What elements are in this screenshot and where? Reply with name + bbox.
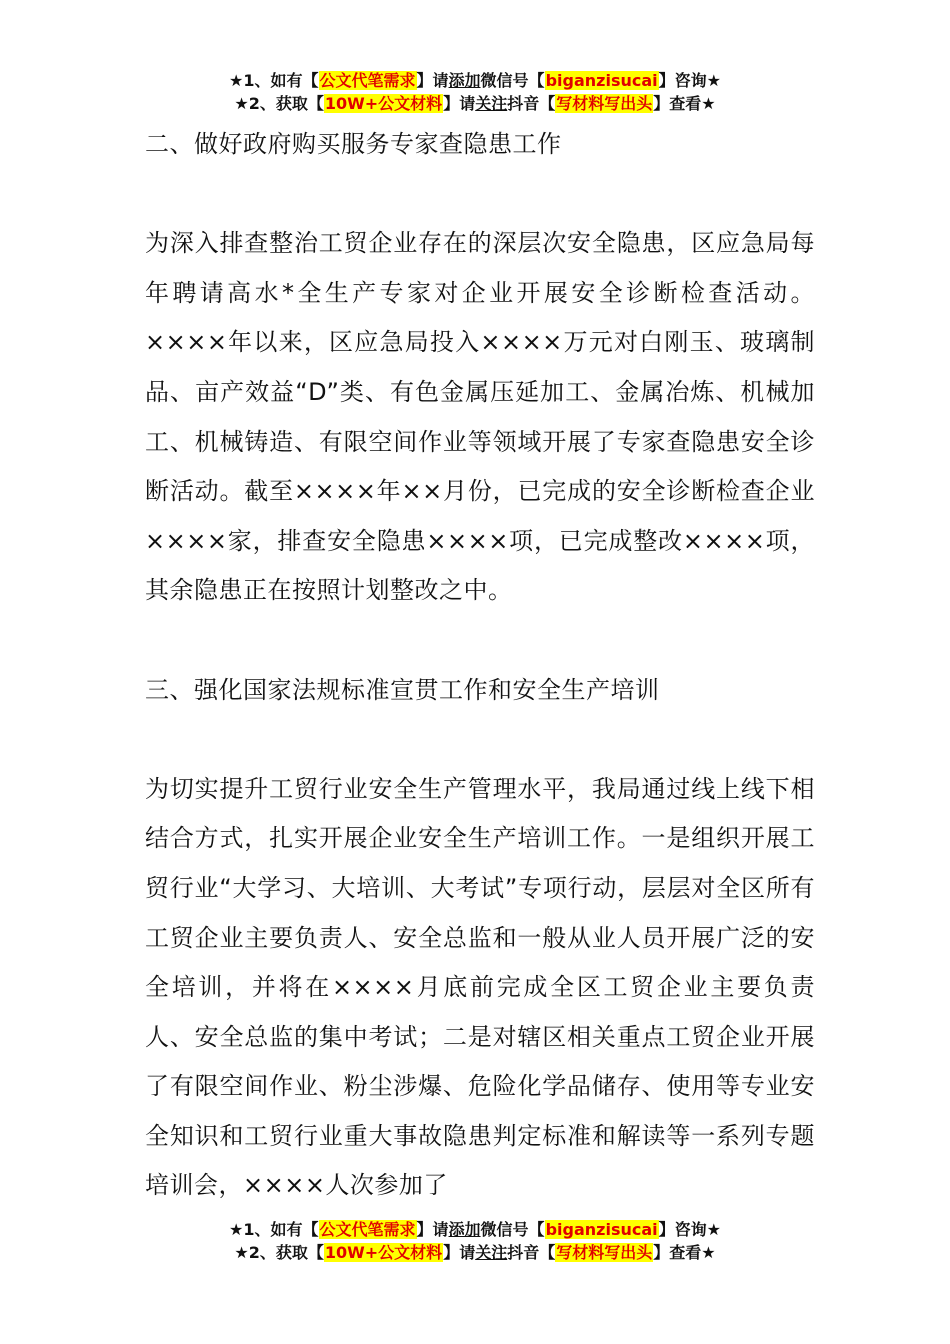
banner-text: 】请 [416,1220,449,1239]
banner-text: 】请 [443,1243,476,1262]
banner-text: 】查看★ [653,94,716,113]
emphasis-text: 添加 [448,71,481,90]
wechat-id: biganzisucai [545,71,658,90]
highlight-text: 公文代笔需求 [319,71,416,90]
douyin-account: 写材料写出头 [556,1243,653,1262]
highlight-text: 10W+公文材料 [324,1243,443,1262]
document-body [145,120,815,1211]
paragraph-2: 为切实提升工贸行业安全生产管理水平，我局通过线上线下相结合方式，扎实开展企业安全生产培训工作。一是组织开展工贸行业“大学习、大培训、大考试”专项行动，层层对全区所有工贸企业主要负责人、安全总监和一般从业人员开展广泛的安全培训，并将在××××月底前完成全区工贸企业主要负责人、安全总监的集中考试；二是对辖区相关重点工贸企业开展了有限空间作业、粉尘涉爆、危险化学品储存、使用等专业安全知识和工贸行业重大事故隐患判定标准和解读等一系列专题培训会，××××人次参加了 [145,774,815,1200]
emphasis-text: 关注 [475,94,508,113]
banner-line-1 [0,1218,950,1241]
emphasis-text: 添加 [448,1220,481,1239]
banner-line-1 [0,69,950,92]
wechat-id: biganzisucai [545,1220,658,1239]
header-banner [0,69,950,115]
banner-text: ★2、获取【 [234,1243,324,1262]
highlight-text: 公文代笔需求 [319,1220,416,1239]
banner-text: 】咨询★ [658,71,721,90]
banner-text: 】请 [416,71,449,90]
banner-text: 抖音【 [507,94,556,113]
section-heading-2: 二、做好政府购买服务专家查隐患工作 [145,130,562,158]
spacer [145,170,815,220]
banner-line-2 [0,92,950,115]
banner-text: 微信号【 [480,1220,545,1239]
paragraph-1: 为深入排查整治工贸企业存在的深层次安全隐患，区应急局每年聘请高水*全生产专家对企业开展安全诊断检查活动。××××年以来，区应急局投入××××万元对白刚玉、玻璃制品、亩产效益“D”类、有色金属压延加工、金属冶炼、机械加工、机械铸造、有限空间作业等领域开展了专家查隐患安全诊断活动。截至××××年××月份，已完成的安全诊断检查企业××××家，排查安全隐患××××项，已完成整改××××项，其余隐患正在按照计划整改之中。 [145,229,815,605]
banner-text: 】请 [443,94,476,113]
banner-text: 】查看★ [653,1243,716,1262]
spacer [145,616,815,666]
banner-text: ★1、如有【 [229,1220,319,1239]
douyin-account: 写材料写出头 [556,94,653,113]
banner-text: 抖音【 [507,1243,556,1262]
banner-text: 微信号【 [480,71,545,90]
banner-text: ★1、如有【 [229,71,319,90]
emphasis-text: 关注 [475,1243,508,1262]
footer-banner [0,1218,950,1264]
spacer [145,715,815,765]
banner-text: 】咨询★ [658,1220,721,1239]
banner-text: ★2、获取【 [234,94,324,113]
section-heading-3: 三、强化国家法规标准宣贯工作和安全生产培训 [145,675,660,704]
banner-line-2 [0,1241,950,1264]
highlight-text: 10W+公文材料 [324,94,443,113]
